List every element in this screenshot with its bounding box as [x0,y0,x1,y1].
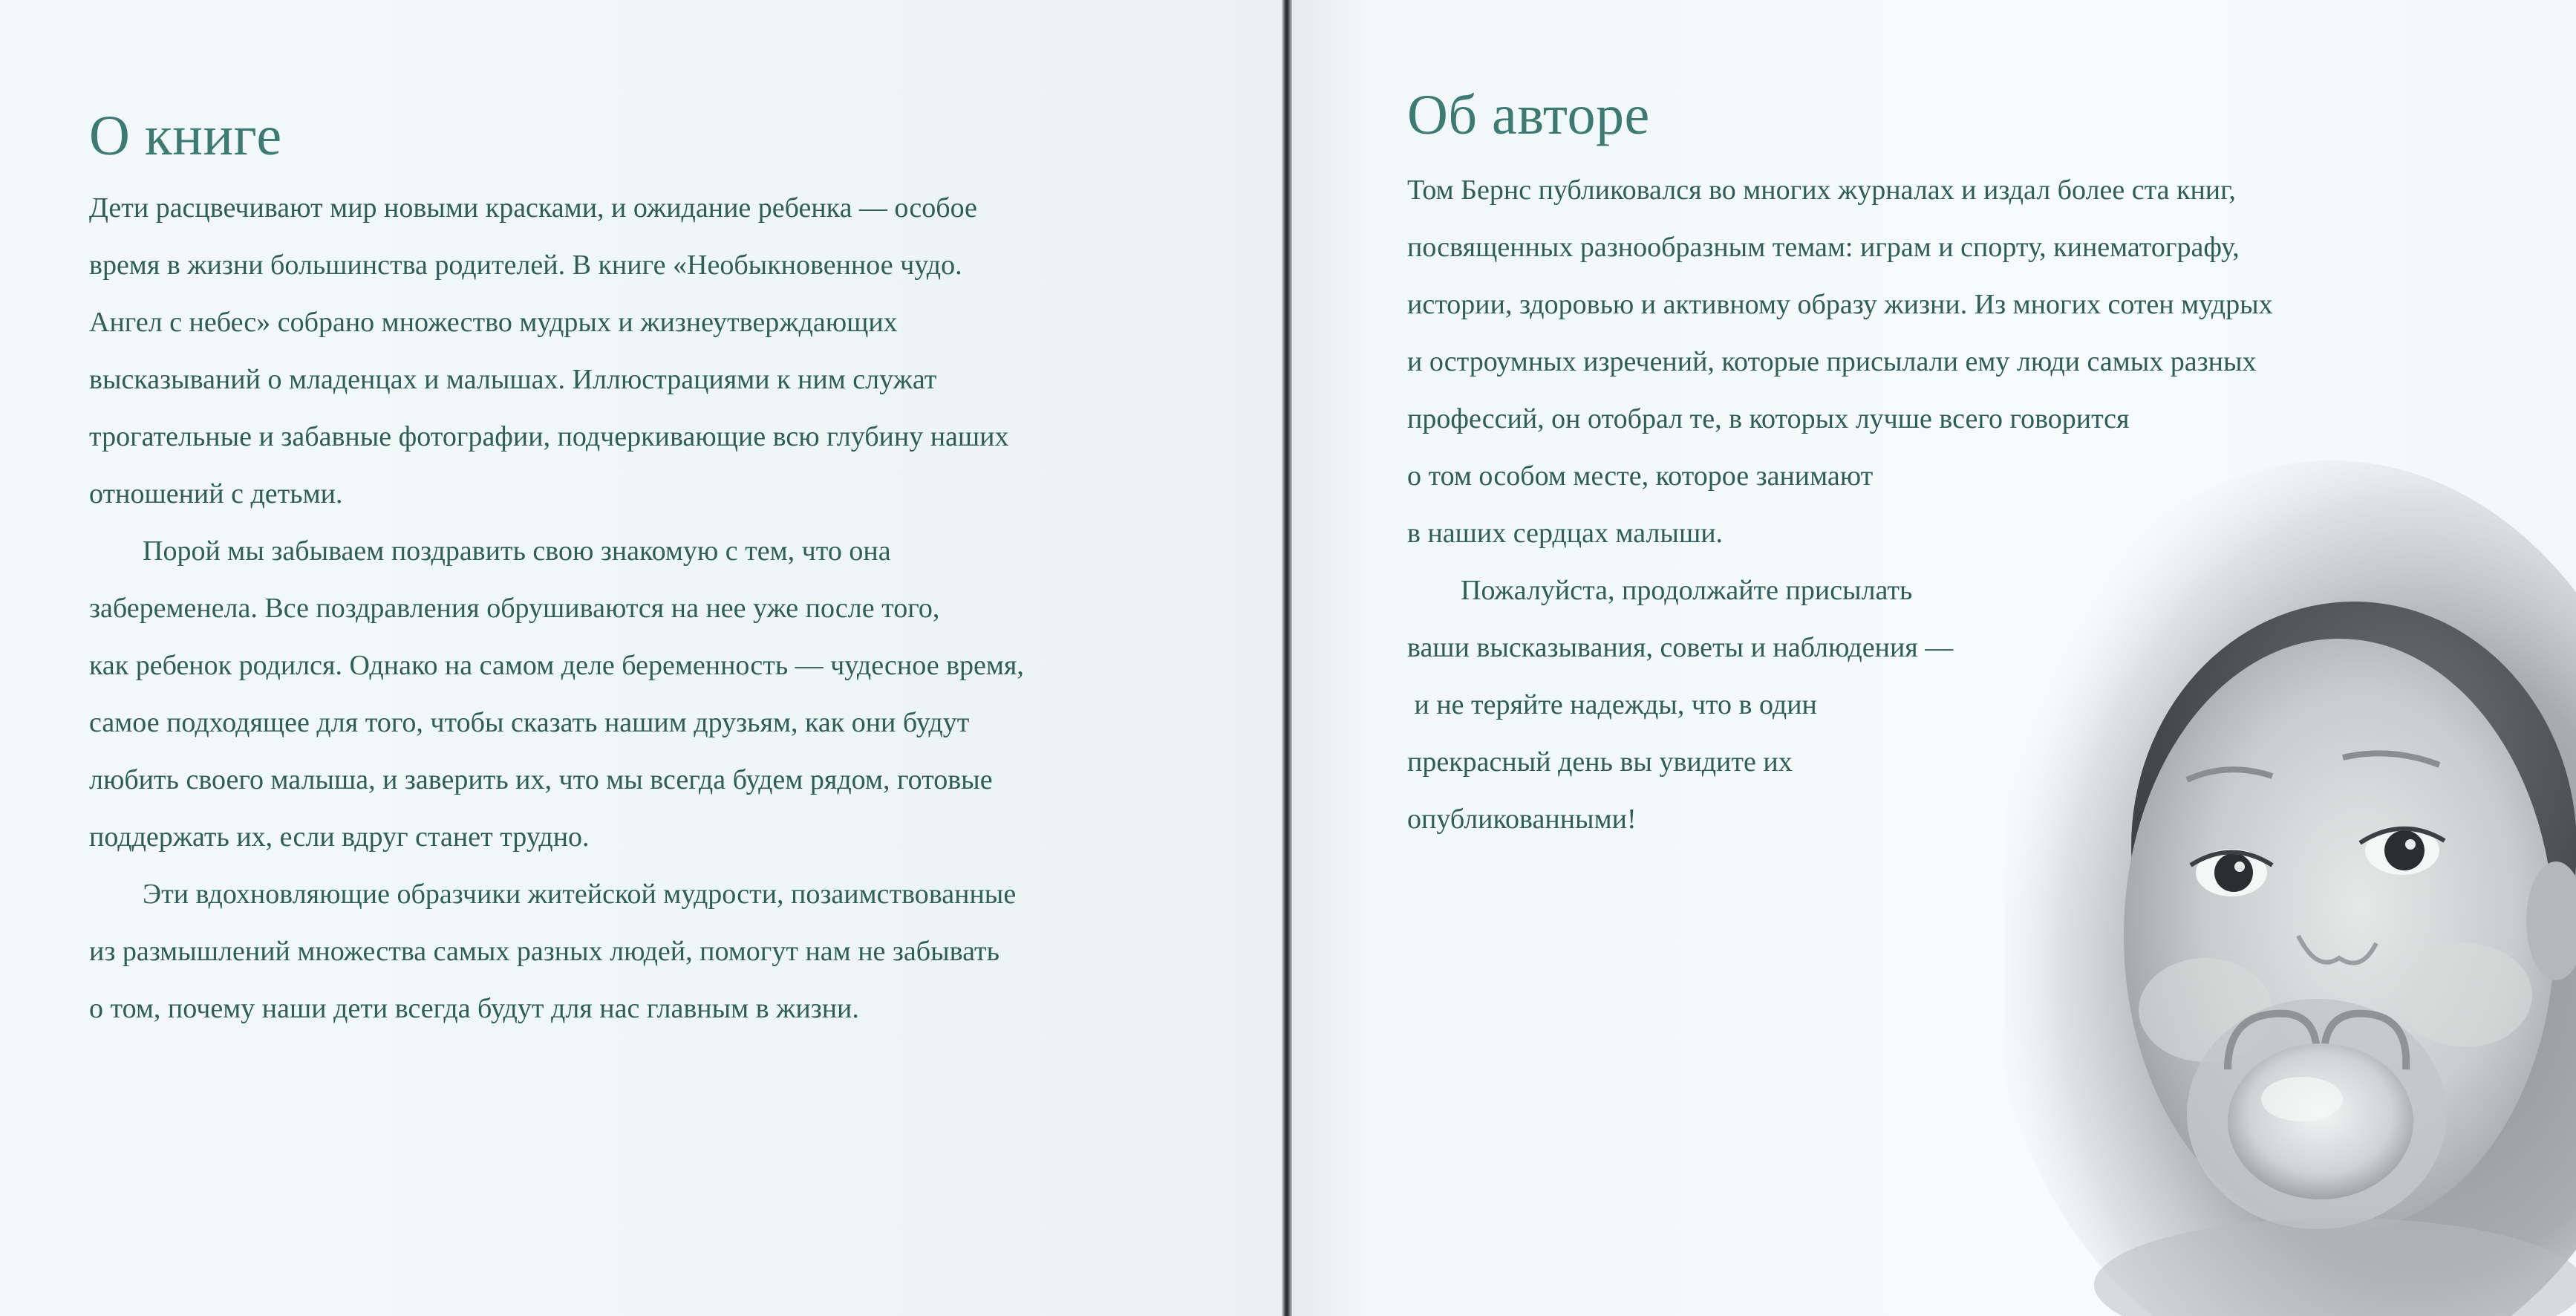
text-line: поддержать их, если вдруг станет трудно. [89,821,590,853]
text-line: Дети расцвечивают мир новыми красками, и ожидание ребенка — особое [89,192,977,224]
text-line: и остроумных изречений, которые присылали ему люди самых разных [1407,346,2257,377]
left-page [0,0,1283,1316]
paragraph-1 [89,180,1024,523]
text-line: Ангел с небес» собрано множество мудрых и жизнеутверждающих [89,307,898,338]
text-line: Порой мы забываем поздравить свою знакомую с тем, что она [143,535,891,567]
text-line: Том Бернс публиковался во многих журналах и издал более ста книг, [1407,175,2236,206]
text-line: истории, здоровью и активному образу жизни. Из многих сотен мудрых [1407,289,2273,320]
text-line: о том особом месте, которое занимают [1407,460,1874,492]
paragraph-2 [89,523,1024,866]
text-line: Пожалуйста, продолжайте присылать [1461,575,1913,606]
baby-illustration [2005,460,2576,1316]
text-line: ваши высказывания, советы и наблюдения — [1407,632,1954,663]
page-title-about-author: Об авторе [1407,84,1650,146]
text-line: высказываний о младенцах и малышах. Иллюстрациями к ним служат [89,364,937,395]
text-line: Эти вдохновляющие образчики житейской мудрости, позаимствованные [143,879,1017,910]
text-line: опубликованными! [1407,804,1637,835]
baby-photo [2005,460,2576,1316]
text-line: время в жизни большинства родителей. В книге «Необыкновенное чудо. [89,250,962,281]
text-line: забеременела. Все поздравления обрушиваются на нее уже после того, [89,593,940,624]
text-line: о том, почему наши дети всегда будут для нас главным в жизни. [89,993,859,1024]
text-line: и не теряйте надежды, что в один [1407,689,1817,720]
text-line: как ребенок родился. Однако на самом деле беременность — чудесное время, [89,650,1024,681]
text-line: прекрасный день вы увидите их [1407,746,1793,778]
text-line: самое подходящее для того, чтобы сказать нашим друзьям, как они будут [89,707,970,738]
text-line: отношений с детьми. [89,478,343,509]
paragraph-3 [89,866,1024,1038]
text-line: посвященных разнообразным темам: играм и спорту, кинематографу, [1407,232,2240,263]
text-line: профессий, он отобрал те, в которых лучше всего говорится [1407,403,2130,434]
book-gutter [1282,0,1292,1316]
text-line: в наших сердцах малыши. [1407,518,1724,549]
text-line: трогательные и забавные фотографии, подчеркивающие всю глубину наших [89,421,1009,452]
text-line: любить своего малыша, и заверить их, что мы всегда будем рядом, готовые [89,764,993,795]
text-line: из размышлений множества самых разных людей, помогут нам не забывать [89,936,1000,967]
page-title-about-book: О книге [89,105,282,167]
about-book-text [89,180,1024,1038]
